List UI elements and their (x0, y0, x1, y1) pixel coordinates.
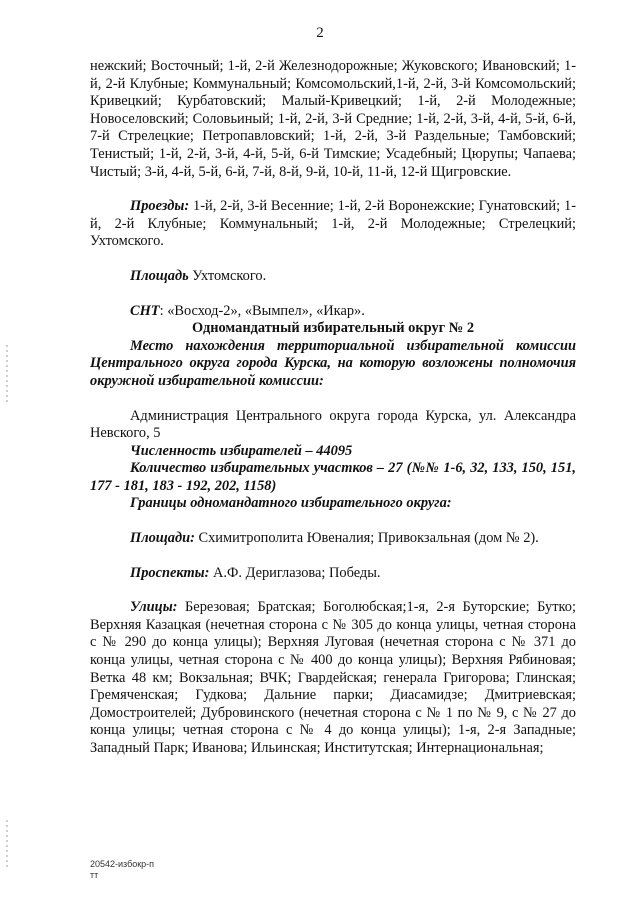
squares-label: Площади: (130, 530, 195, 547)
polling-stations-count: Количество избирательных участков – 27 (№№ 1-6, 32, 133, 150, 151, 177 - 181, 183 - 192, 202, 1158) (90, 460, 576, 494)
boundaries-label: Границы одномандатного избирательного округа: (130, 495, 452, 512)
streets-text: Березовая; Братская; Боголюбская;1-я, 2-я Буторские; Бутко; Верхняя Казацкая (нечетная сторона с № 305 до конца улицы, четная сторона с № 290 до конца улицы); Верхняя Луговая (нечетная сторона с № 371 до конца улицы, четная сторона с № 400 до конца улицы); Верхняя Рябиновая; Ветка 48 км; Вокзальная; ВЧК; Гвардейская; генерала Григорова; Глинская; Гремяченская; Гудкова; Дальние парки; Диасамидзе; Дмитриевская; Домостроителей; Дубровинского (нечетная сторона с № 1 по № 9, с № 27 до конца улицы; четная сторона с № 4 до конца улицы); 1-я, 2-я Западные; Западный Парк; Иванова; Ильинская; Институтская; Интернациональная; (90, 599, 576, 756)
avenues-text: А.Ф. Дериглазова; Победы. (209, 564, 381, 581)
snt-paragraph (90, 303, 576, 321)
square-label: Площадь (130, 267, 189, 284)
document-body (90, 58, 576, 758)
page-number: 2 (316, 25, 324, 41)
scan-margin-mark (6, 820, 8, 870)
passages-text: 1-й, 2-й, 3-й Весенние; 1-й, 2-й Воронежские; Гунатовский; 1-й, 2-й Клубные; Коммунальный; 1-й, 2-й Молодежные; Стрелецкий; Ухтомского. (90, 198, 576, 250)
streets-continued-paragraph (90, 58, 576, 181)
scan-margin-mark (6, 345, 8, 405)
passages-paragraph (90, 198, 576, 251)
squares-paragraph (90, 530, 576, 548)
commission-address: Администрация Центрального округа города Курска, ул. Александра Невского, 5 (90, 407, 576, 442)
square-text: Ухтомского. (188, 267, 267, 284)
district-heading: Одномандатный избирательный округ № 2 (191, 320, 475, 337)
snt-label: СНТ (130, 302, 160, 319)
avenues-label: Проспекты: (130, 564, 210, 581)
avenues-paragraph (90, 565, 576, 583)
streets-label: Улицы: (130, 599, 178, 616)
voters-count: Численность избирателей – 44095 (130, 442, 353, 459)
streets-paragraph (90, 599, 576, 757)
document-footer (90, 859, 154, 881)
squares-text: Схимитрополита Ювеналия; Привокзальная (дом № 2). (194, 530, 539, 547)
commission-location-label: Место нахождения территориальной избирательной комиссии Центрального округа города Курска, на которую возложены полномочия окружной избирательной комиссии: (90, 337, 576, 389)
snt-text: : «Восход-2», «Вымпел», «Икар». (159, 302, 365, 319)
square-paragraph (90, 268, 576, 286)
passages-label: Проезды: (130, 198, 190, 215)
footer-initials: тт (90, 870, 99, 880)
footer-doc-code: 20542-избокр-п (90, 859, 155, 869)
streets-continued-text: нежский; Восточный; 1-й, 2-й Железнодорожные; Жуковского; Ивановский; 1-й, 2-й Клубные; Коммунальный; Комсомольский,1-й, 2-й, 3-й Комсомольский; Кривецкий; Курбатовский; Малый-Кривецкий; 1-й, 2-й Молодежные; Новоселовский; Соловьиный; 1-й, 2-й, 3-й Средние; 1-й, 2-й, 3-й, 4-й, 5-й, 6-й, 7-й Стрелецкие; Петропавловский; 1-й, 2-й, 3-й Раздельные; Тамбовский; Тенистый; 1-й, 2-й, 3-й, 4-й, 5-й, 6-й Тимские; Усадебный; Цюрупы; Чапаева; Чистый; 3-й, 4-й, 5-й, 6-й, 7-й, 8-й, 9-й, 10-й, 11-й, 12-й Щигровские. (90, 58, 576, 180)
